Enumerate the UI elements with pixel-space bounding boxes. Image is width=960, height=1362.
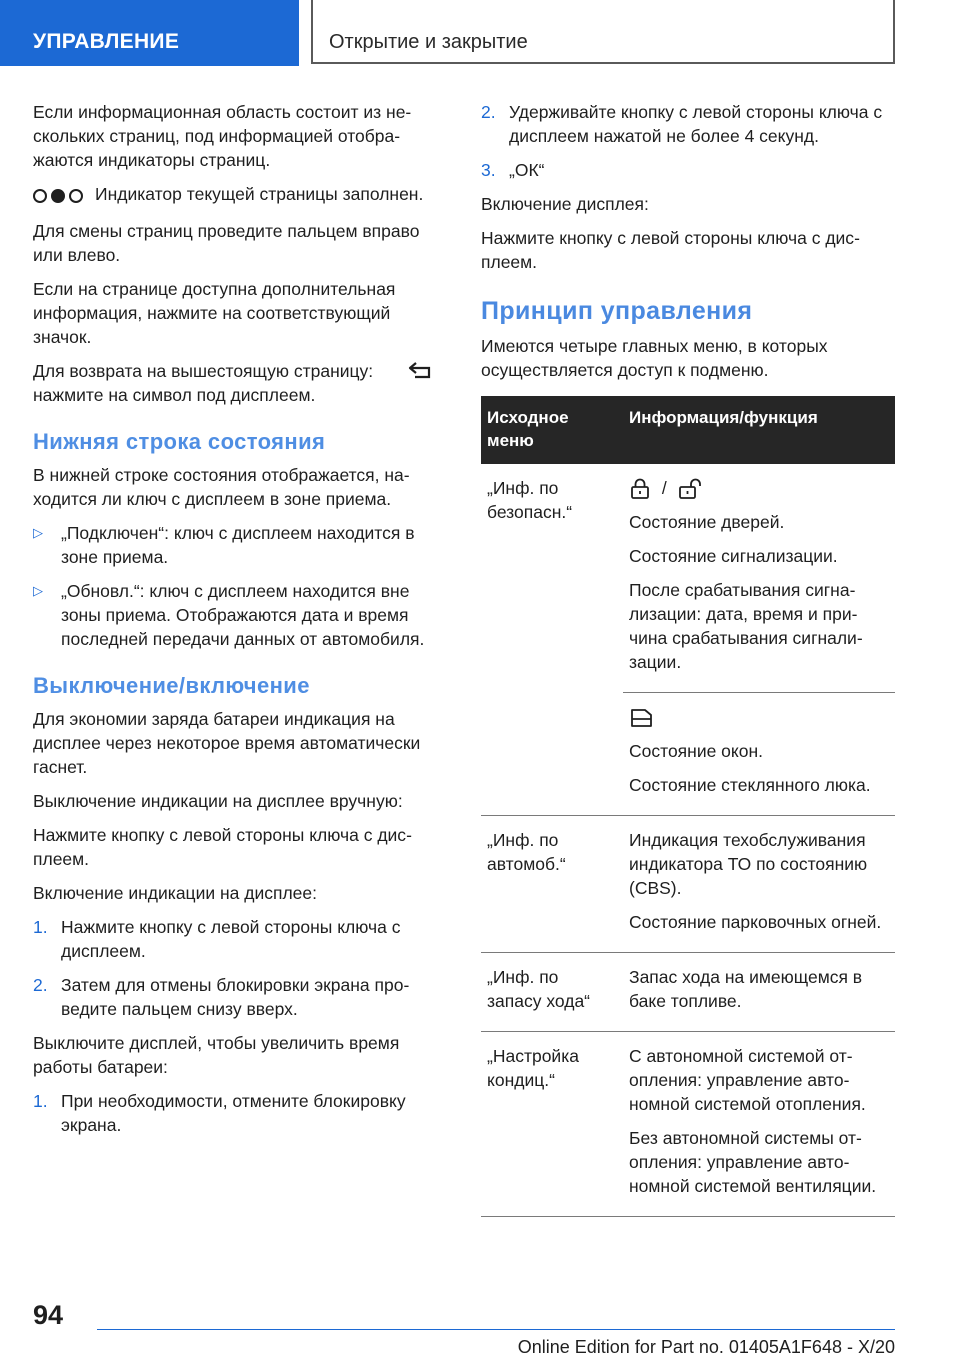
table-cell: Индикация техобслуживания индикатора ТО по состоянию (CBS). Состояние парковочных огней. xyxy=(623,816,895,953)
page-indicator-icon xyxy=(33,185,87,209)
heading-principle: Принцип управления xyxy=(481,297,753,325)
table-row xyxy=(481,953,895,1032)
footer-edition: Online Edition for Part no. 01405A1F648 - X/20 xyxy=(517,1337,895,1357)
left-column xyxy=(33,100,447,1147)
table-cell: Запас хода на имеющемся в баке топливе. xyxy=(623,953,895,1032)
page-number: 94 xyxy=(33,1300,64,1330)
heading-status-bar: Нижняя строка состояния xyxy=(33,429,326,454)
paragraph: Для смены страниц проведите пальцем вправо или влево. xyxy=(33,221,420,265)
table-cell xyxy=(481,693,623,816)
paragraph: В нижней строке состояния отображается, находится ли ключ с дисплеем в зоне приема. xyxy=(33,465,410,509)
list-item: 2. Затем для отмены блокировки экрана проведите пальцем снизу вверх. xyxy=(33,975,410,1019)
list-item: ▷ „Подключен“: ключ с дисплеем находится в зоне приема. xyxy=(33,523,415,567)
paragraph: Индикатор текущей страницы заполнен. xyxy=(33,182,447,209)
back-arrow-icon xyxy=(407,361,433,381)
table-row xyxy=(481,693,895,816)
table-cell: „Инф. по запасу хода“ xyxy=(481,953,623,1032)
menu-table xyxy=(481,396,895,1217)
paragraph: Выключение индикации на дисплее вручную: xyxy=(33,791,403,811)
paragraph: Для экономии заряда батареи индикация на дисплее через некоторое время автоматически гаснет. xyxy=(33,709,421,777)
triangle-bullet-icon: ▷ xyxy=(33,525,43,540)
window-icon xyxy=(629,707,655,729)
table-cell: „Инф. по автомоб.“ xyxy=(481,816,623,953)
table-cell: / Состояние дверей. Состояние сигнализации. После срабатывания сигнализации: дата, время и причина срабатывания сигнализации. xyxy=(623,464,895,693)
paragraph: Нажмите кнопку с левой стороны ключа с дисплеем. xyxy=(481,228,860,272)
table-cell: С автономной системой отопления: управление автономной системой отопления. Без автономной системы отопления: управление автономной системой вентиляции. xyxy=(623,1032,895,1217)
paragraph: Если на странице доступна дополнительная информация, нажмите на соответствующий значок. xyxy=(33,279,396,347)
table-row xyxy=(481,816,895,953)
paragraph: Включение индикации на дисплее: xyxy=(33,883,318,903)
paragraph: Выключите дисплей, чтобы увеличить время работы батареи: xyxy=(33,1033,400,1077)
lock-closed-icon xyxy=(629,478,651,500)
section-tab: УПРАВЛЕНИЕ xyxy=(0,0,299,66)
right-column xyxy=(481,100,895,1217)
paragraph: Нажмите кнопку с левой стороны ключа с дисплеем. xyxy=(33,825,412,869)
table-row xyxy=(481,1032,895,1217)
table-cell: Состояние окон. Состояние стеклянного люка. xyxy=(623,693,895,816)
footer-divider xyxy=(97,1329,895,1330)
list-item: 1. При необходимости, отмените блокировку экрана. xyxy=(33,1091,406,1135)
column-header: Информация/функция xyxy=(623,396,895,464)
table-cell: „Инф. по безопасн.“ xyxy=(487,478,573,522)
list-item: 3. „ОК“ xyxy=(481,160,545,180)
paragraph: Для возврата на вышестоящую страницу: нажмите на символ под дисплеем. xyxy=(33,359,447,407)
lock-open-icon xyxy=(678,478,706,500)
list-item: 2. Удерживайте кнопку с левой стороны ключа с дисплеем нажатой не более 4 секунд. xyxy=(481,102,883,146)
paragraph: Включение дисплея: xyxy=(481,194,649,214)
column-header: Исходное меню xyxy=(481,396,623,464)
chapter-title: Открытие и закрытие xyxy=(311,0,895,64)
heading-on-off: Выключение/включение xyxy=(33,673,310,698)
list-item: 1. Нажмите кнопку с левой стороны ключа с дисплеем. xyxy=(33,917,401,961)
paragraph: Если информационная область состоит из нескольких страниц, под информацией отображаются индикаторы страниц. xyxy=(33,102,412,170)
table-cell: „Настройка кондиц.“ xyxy=(481,1032,623,1217)
triangle-bullet-icon: ▷ xyxy=(33,583,43,598)
table-header-row xyxy=(481,396,895,464)
table-row xyxy=(481,464,895,693)
separator: / xyxy=(661,478,667,498)
paragraph: Имеются четыре главных меню, в которых осуществляется доступ к подменю. xyxy=(481,336,828,380)
list-item: ▷ „Обновл.“: ключ с дисплеем находится вне зоны приема. Отображаются дата и время последней передачи данных от автомобиля. xyxy=(33,581,425,649)
